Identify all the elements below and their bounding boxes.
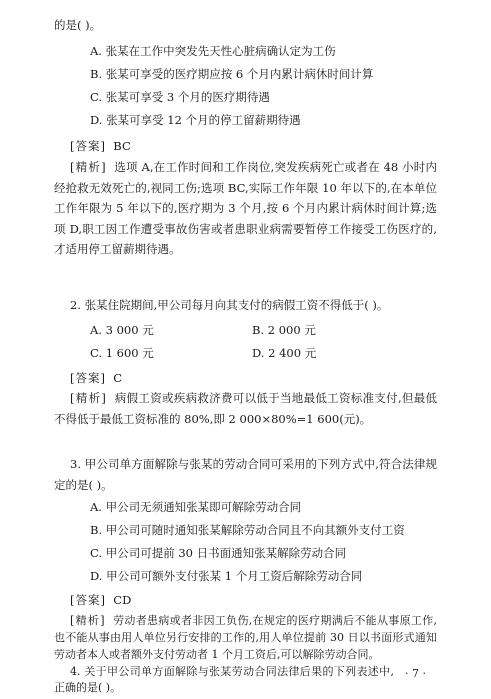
explain-label: [精析] (70, 160, 107, 174)
q2-explanation (54, 388, 437, 429)
q1-option-d: D. 张某可享受 12 个月的停工留薪期待遇 (90, 113, 301, 127)
answer-value: BC (113, 139, 131, 153)
q1-option-a: A. 张某在工作中突发先天性心脏病确认定为工伤 (90, 44, 336, 58)
explain-label: [精析] (70, 391, 107, 405)
answer-value: C (113, 371, 123, 385)
q2-option-c: C. 1 600 元 (90, 346, 154, 360)
explain-label: [精析] (70, 614, 106, 627)
q3-option-b: B. 甲公司可随时通知张某解除劳动合同且不向其额外支付工资 (90, 523, 405, 537)
q1-option-b: B. 张某可享受的医疗期应按 6 个月内累计病休时间计算 (90, 67, 374, 81)
explain-text: 病假工资或疾病救济费可以低于当地最低工资标准支付,但最低不得低于最低工资标准的 80%,即 2 000×80%=1 600(元)。 (54, 391, 438, 426)
q3-answer (70, 591, 131, 609)
answer-label: [答案] (70, 593, 106, 607)
q3-stem: 3. 甲公司单方面解除与张某的劳动合同可采用的下列方式中,符合法律规定的是( )。 (54, 457, 437, 492)
q2-option-d: D. 2 400 元 (252, 346, 317, 360)
q2-stem: 2. 张某住院期间,甲公司每月向其支付的病假工资不得低于( )。 (70, 298, 389, 312)
q1-option-c: C. 张某可享受 3 个月的医疗期待遇 (90, 90, 270, 104)
q1-answer (70, 137, 131, 155)
q2-option-b: B. 2 000 元 (252, 323, 316, 337)
answer-value: CD (113, 593, 132, 607)
q3-option-c: C. 甲公司可提前 30 日书面通知张某解除劳动合同 (90, 546, 347, 560)
explain-text: 劳动者患病或者非因工负伤,在规定的医疗期满后不能从事原工作,也不能从事由用人单位另行安排的工作的,用人单位提前 30 日以书面形式通知劳动者本人或者额外支付劳动者 1 个月工资后,可以解除劳动合同。 (54, 614, 437, 661)
answer-label: [答案] (70, 371, 106, 385)
q4-stem: 4. 关于甲公司单方面解除与张某劳动合同法律后果的下列表述中,正确的是( )。 (54, 665, 394, 694)
q2-answer (70, 369, 122, 387)
q3-option-d: D. 甲公司可额外支付张某 1 个月工资后解除劳动合同 (90, 569, 363, 583)
q3-explanation (54, 612, 437, 663)
explain-text: 选项 A,在工作时间和工作岗位,突发疾病死亡或者在 48 小时内经抢救无效死亡的,视同工伤;选项 BC,实际工作年限 10 年以下的,在本单位工作年限为 5 年以下的,医疗期为 3 个月,按 6 个月内累计病休时间计算;选项 D,职工因工作遭受事故伤害或者患职业病需要暂停工作接受工伤医疗的,才适用停工留薪期待遇。 (54, 160, 437, 256)
q2-option-a: A. 3 000 元 (90, 323, 154, 337)
q1-stem-tail: 的是( )。 (54, 18, 102, 32)
q3-option-a: A. 甲公司无须通知张某即可解除劳动合同 (90, 500, 302, 514)
q1-explanation (54, 157, 437, 260)
page-number: · 7 · (405, 667, 426, 680)
answer-label: [答案] (70, 139, 106, 153)
